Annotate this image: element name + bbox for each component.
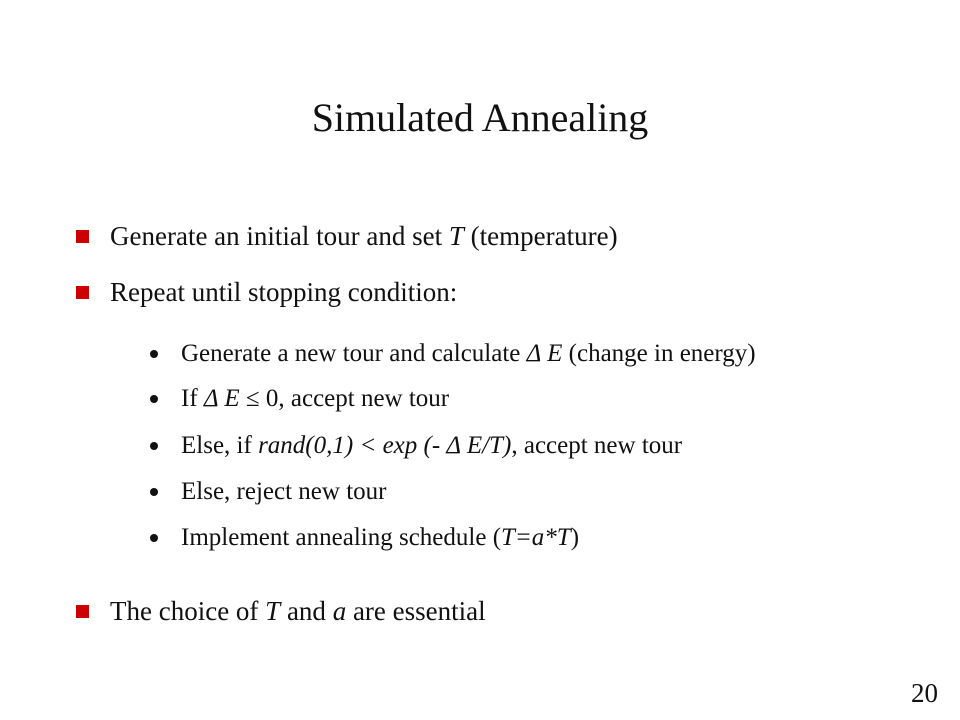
text-segment: The choice of bbox=[110, 596, 266, 626]
text-segment: Implement annealing schedule ( bbox=[181, 524, 502, 551]
sub-bullet-text: Else, reject new tour bbox=[181, 478, 387, 505]
italic-segment: T bbox=[265, 596, 281, 626]
sub-bullet-item bbox=[150, 430, 682, 462]
square-bullet-icon bbox=[76, 230, 89, 243]
sub-bullet-text bbox=[181, 522, 579, 554]
text-segment: Generate an initial tour and set bbox=[110, 221, 449, 251]
sub-bullet-text bbox=[181, 383, 449, 415]
text-segment: ≤ 0, accept new tour bbox=[239, 385, 450, 412]
text-segment: (change in energy) bbox=[562, 340, 756, 367]
text-segment: Generate a new tour and calculate bbox=[181, 340, 527, 367]
text-segment: If bbox=[181, 385, 204, 412]
italic-segment: rand(0,1) < exp (- Δ E/T) bbox=[258, 432, 512, 459]
round-bullet-icon bbox=[150, 534, 158, 542]
text-segment: and bbox=[280, 596, 333, 626]
slide-title: Simulated Annealing bbox=[311, 95, 649, 140]
bullet-item bbox=[76, 275, 457, 309]
bullet-item bbox=[76, 594, 486, 628]
sub-bullet-item bbox=[150, 338, 756, 370]
italic-segment: a bbox=[332, 596, 347, 626]
bullet-text: Repeat until stopping condition: bbox=[110, 277, 458, 307]
sub-bullet-text bbox=[181, 430, 682, 462]
sub-bullet-item bbox=[150, 522, 579, 554]
sub-bullet-item bbox=[150, 383, 449, 415]
sub-bullet-text bbox=[181, 338, 756, 370]
italic-segment: T=a*T bbox=[501, 524, 571, 551]
italic-segment: T bbox=[448, 221, 464, 251]
text-segment: (temperature) bbox=[463, 221, 618, 251]
italic-segment: Δ E bbox=[526, 340, 563, 367]
round-bullet-icon bbox=[150, 395, 158, 403]
page-number: 20 bbox=[911, 678, 938, 708]
square-bullet-icon bbox=[76, 605, 89, 618]
text-segment: ) bbox=[570, 524, 580, 551]
bullet-text bbox=[110, 594, 486, 628]
bullet-text bbox=[110, 219, 618, 253]
round-bullet-icon bbox=[150, 488, 158, 496]
italic-segment: Δ E bbox=[203, 385, 240, 412]
bullet-item bbox=[76, 219, 618, 253]
round-bullet-icon bbox=[150, 350, 158, 358]
square-bullet-icon bbox=[76, 286, 89, 299]
sub-bullet-item bbox=[150, 476, 386, 508]
round-bullet-icon bbox=[150, 442, 158, 450]
text-segment: , accept new tour bbox=[511, 432, 683, 459]
text-segment: are essential bbox=[346, 596, 486, 626]
text-segment: Else, if bbox=[181, 432, 259, 459]
